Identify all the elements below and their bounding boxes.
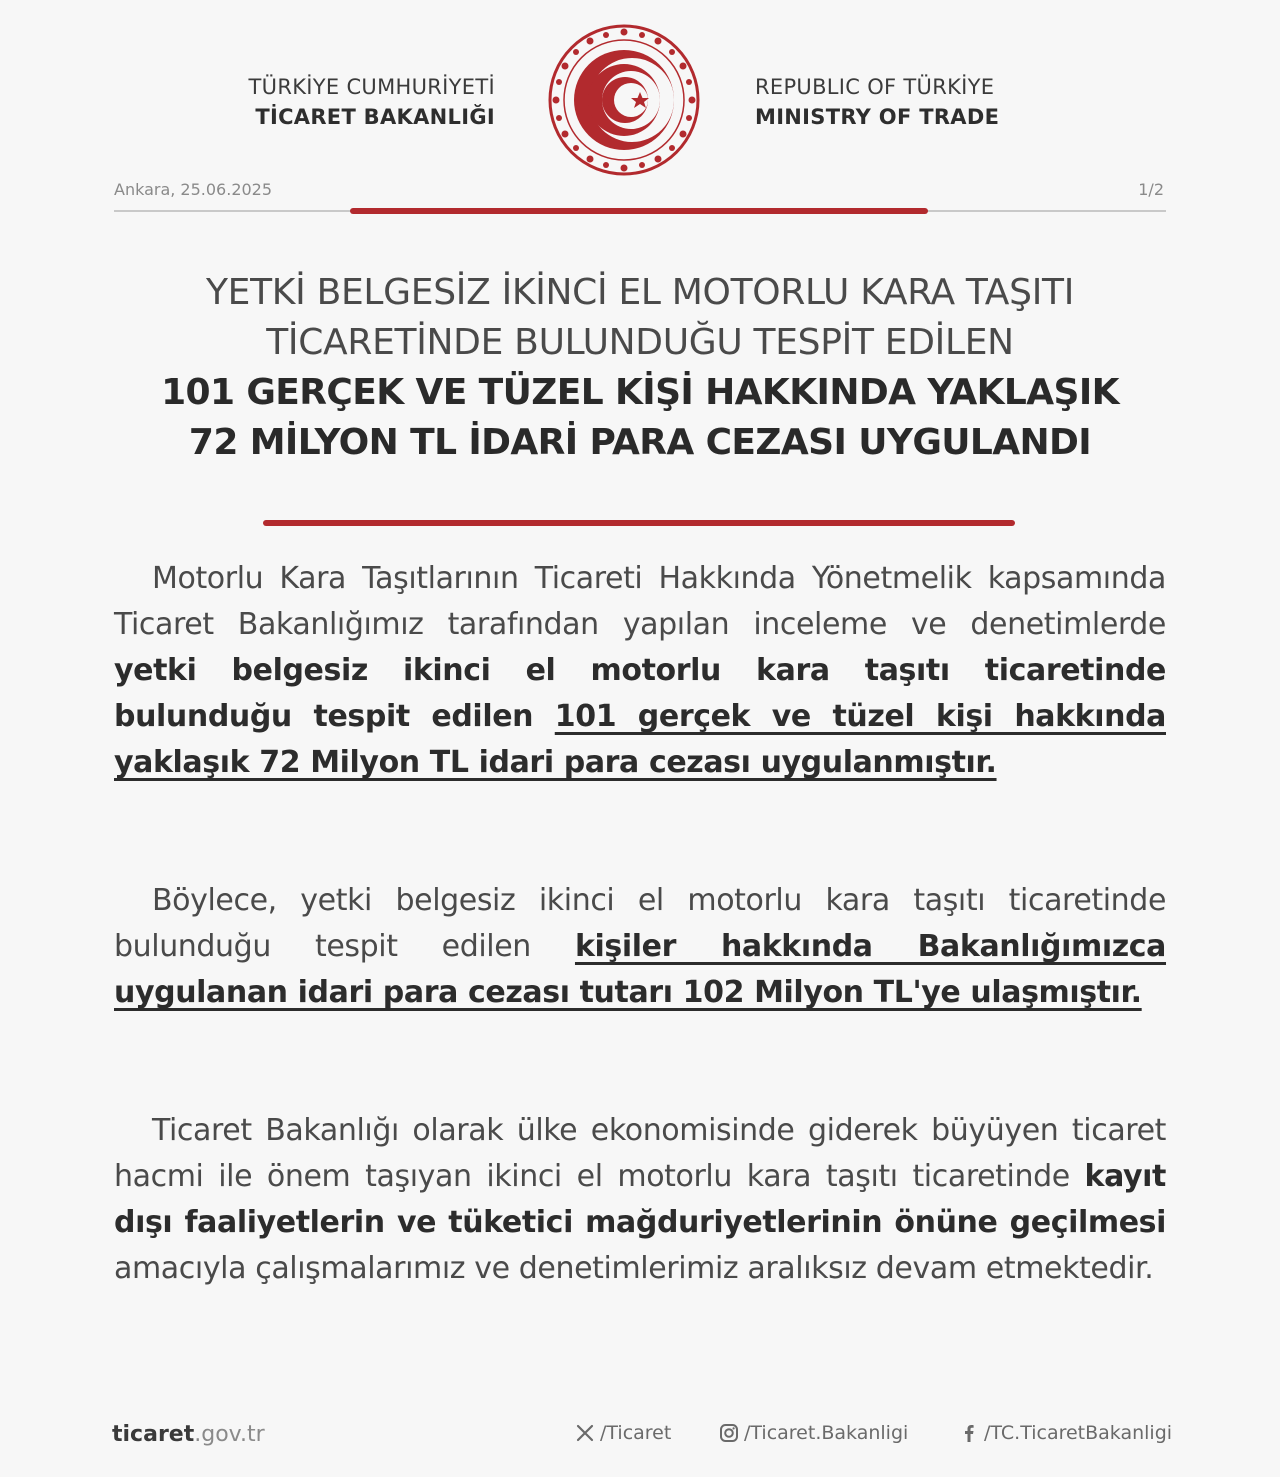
- header-turkish-name: [150, 72, 495, 132]
- header-country-tr: TÜRKİYE CUMHURİYETİ: [248, 75, 495, 99]
- paragraph-3-text: Ticaret Bakanlığı olarak ülke ekonomisinde giderek büyüyen ticaret hacmi ile önem taşıyan ikinci el motorlu kara taşıtı ticaretinde: [114, 1113, 1166, 1194]
- paragraph-2-bold-underlined: kişiler hakkında Bakanlığımızca uygulanan idari para cezası tutarı 102 Milyon TL'ye ulaşmıştır.: [114, 929, 1167, 1010]
- x-link[interactable]: [574, 1422, 671, 1444]
- instagram-handle: /Ticaret.Bakanligi: [744, 1422, 909, 1444]
- paragraph-3-text-end: amacıyla çalışmalarımız ve denetimlerimiz aralıksız devam etmektedir.: [114, 1251, 1154, 1286]
- header-country-en: REPUBLIC OF TÜRKİYE: [755, 75, 995, 99]
- release-date: Ankara, 25.06.2025: [114, 180, 273, 199]
- paragraph-2-text: Böylece, yetki belgesiz ikinci el motorlu kara taşıtı ticaretinde bulunduğu tespit edilen: [114, 883, 1166, 964]
- header-english-name: [755, 72, 1135, 132]
- header-ministry-en: MINISTRY OF TRADE: [755, 105, 1000, 129]
- headline-line-2: TİCARETİNDE BULUNDUĞU TESPİT EDİLEN: [266, 322, 1014, 363]
- headline-line-1: YETKİ BELGESİZ İKİNCİ EL MOTORLU KARA TAŞITI: [205, 272, 1075, 313]
- headline-line-4: 72 MİLYON TL İDARİ PARA CEZASI UYGULANDI: [188, 422, 1092, 463]
- x-icon: [574, 1422, 596, 1444]
- header-ministry-tr: TİCARET BAKANLIĞI: [255, 105, 495, 129]
- ministry-logo-icon: [546, 22, 702, 178]
- page-number: 1/2: [1138, 180, 1164, 199]
- website-name: ticaret: [112, 1422, 195, 1447]
- paragraph-1-bold: yetki belgesiz ikinci el motorlu kara taşıtı ticaretinde bulunduğu tespit edilen: [114, 653, 1166, 734]
- paragraph-3-bold: kayıt dışı faaliyetlerin ve tüketici mağduriyetlerinin önüne geçilmesi: [114, 1159, 1166, 1240]
- paragraph-1-text: Motorlu Kara Taşıtlarının Ticareti Hakkında Yönetmelik kapsamında Ticaret Bakanlığımız tarafından yapılan inceleme ve denetimlerde: [114, 561, 1166, 642]
- facebook-icon: [958, 1422, 980, 1444]
- instagram-link[interactable]: [718, 1422, 908, 1444]
- headline-line-3: 101 GERÇEK VE TÜZEL KİŞİ HAKKINDA YAKLAŞIK: [161, 372, 1119, 413]
- title-accent-rule: [263, 520, 1015, 526]
- website-link[interactable]: [112, 1422, 265, 1447]
- header-accent-rule: [350, 208, 928, 214]
- headline: [100, 268, 1180, 468]
- paragraph-1-bold-underlined: 101 gerçek ve tüzel kişi hakkında yaklaşık 72 Milyon TL idari para cezası uygulanmıştır.: [114, 699, 1166, 780]
- x-handle: /Ticaret: [600, 1422, 672, 1444]
- paragraph-1: [114, 556, 1166, 786]
- paragraph-2: [114, 878, 1166, 1016]
- instagram-icon: [718, 1422, 740, 1444]
- facebook-link[interactable]: [958, 1422, 1172, 1444]
- paragraph-3: [114, 1108, 1166, 1292]
- website-domain: .gov.tr: [194, 1422, 265, 1447]
- facebook-handle: /TC.TicaretBakanligi: [984, 1422, 1173, 1444]
